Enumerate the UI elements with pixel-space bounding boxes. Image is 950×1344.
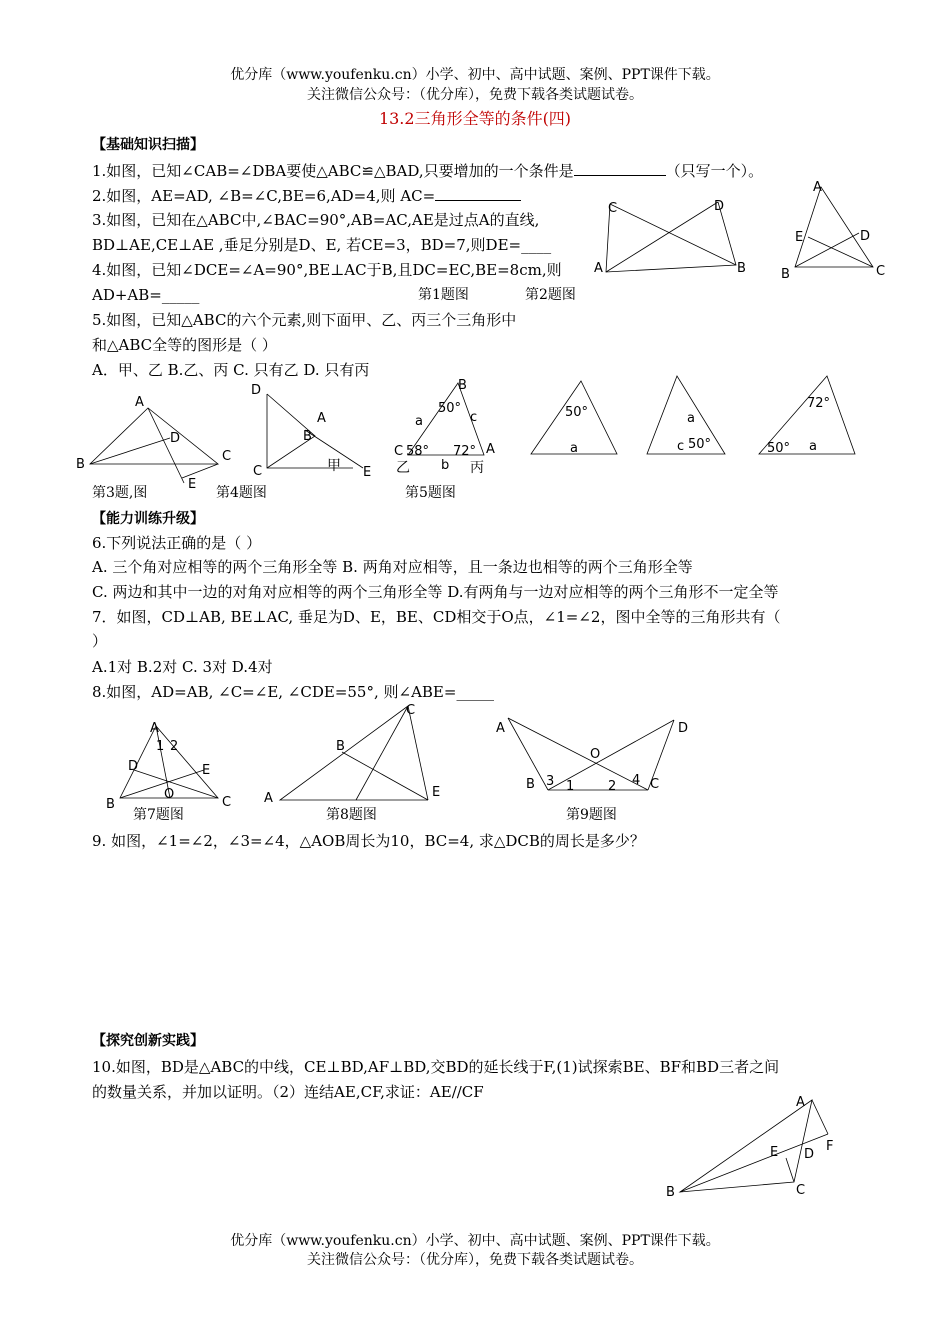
caption-figure-1: 第1题图 bbox=[418, 287, 469, 303]
question-5-line-1: 5.如图，已知△ABC的六个元素,则下面甲、乙、丙三个三角形中 bbox=[92, 311, 517, 329]
footer-line-2: 关注微信公众号：（优分库），免费下载各类试题试卷。 bbox=[307, 1252, 643, 1268]
fig5-label-bing: 丙 bbox=[470, 460, 484, 476]
fig10-label-d: D bbox=[804, 1147, 815, 1162]
candidate-3-angle-50: 50° bbox=[767, 441, 791, 456]
fig2-label-d: D bbox=[860, 229, 871, 244]
answer-blank bbox=[574, 161, 666, 176]
question-3-line-2: BD⊥AE,CE⊥AE ,垂足分别是D、E, 若CE=3，BD=7,则DE=____ bbox=[92, 236, 552, 254]
fig9-label-o: O bbox=[590, 747, 601, 762]
candidate-1-side-a: a bbox=[570, 441, 578, 456]
figure-8 bbox=[258, 700, 448, 810]
fig2-label-c: C bbox=[876, 264, 886, 279]
question-4-line-2: AD+AB=_____ bbox=[92, 286, 200, 304]
question-1-text: 1.如图，已知∠CAB=∠DBA要使△ABC≌△BAD,只要增加的一个条件是 bbox=[92, 162, 574, 180]
figure-10 bbox=[662, 1088, 842, 1203]
fig9-label-b: B bbox=[526, 777, 535, 792]
fig7-label-c: C bbox=[222, 795, 232, 810]
fig9-label-d: D bbox=[678, 721, 689, 736]
caption-figure-9: 第9题图 bbox=[566, 807, 617, 823]
fig10-triangle bbox=[680, 1100, 815, 1192]
fig10-label-c: C bbox=[796, 1183, 806, 1198]
header-line-1: 优分库（www.youfenku.cn）小学、初中、高中试题、案例、PPT课件下载。 bbox=[230, 67, 720, 83]
fig5-side-b: b bbox=[441, 458, 450, 473]
candidate-2-angle-50: 50° bbox=[688, 437, 712, 452]
fig1-label-d: D bbox=[714, 199, 725, 214]
candidate-2-side-a: a bbox=[687, 411, 695, 426]
fig3-label-a: A bbox=[135, 395, 144, 410]
fig1-label-c: C bbox=[608, 201, 618, 216]
fig9-angle-2: 2 bbox=[608, 779, 617, 794]
section-explore: 【探究创新实践】 bbox=[92, 1033, 204, 1049]
fig5-label-b: B bbox=[458, 378, 467, 393]
fig3-line-bd bbox=[90, 438, 170, 464]
caption-figure-8: 第8题图 bbox=[326, 807, 377, 823]
caption-figure-7: 第7题图 bbox=[133, 807, 184, 823]
question-4-line-1: 4.如图，已知∠DCE=∠A=90°,BE⊥AC于B,且DC=EC,BE=8cm,则 bbox=[92, 261, 562, 279]
fig2-triangle bbox=[795, 187, 873, 267]
fig1-diagonal-ad bbox=[606, 202, 718, 272]
fig5-angle-72: 72° bbox=[453, 444, 477, 459]
question-7-line-1: 7．如图，CD⊥AB, BE⊥AC, 垂足为D、E，BE、CD相交于O点，∠1=∠2，图中全等的三角形共有（ bbox=[92, 608, 781, 626]
figure-3 bbox=[72, 390, 242, 490]
fig3-line-ce bbox=[182, 464, 218, 478]
candidate-2-side-c: c bbox=[677, 439, 685, 454]
fig4-label-b: B bbox=[303, 429, 312, 444]
fig3-label-b: B bbox=[76, 457, 85, 472]
fig9-angle-3: 3 bbox=[546, 774, 555, 789]
fig10-line-ce bbox=[786, 1158, 794, 1182]
fig9-angle-1: 1 bbox=[566, 779, 575, 794]
fig3-label-d: D bbox=[170, 431, 181, 446]
fig4-label-jia: 甲 bbox=[327, 458, 341, 474]
figure-5-abc bbox=[388, 375, 508, 480]
question-5-line-2: 和△ABC全等的图形是（ ） bbox=[92, 336, 277, 354]
fig8-label-a: A bbox=[264, 791, 273, 806]
fig8-label-c: C bbox=[406, 703, 416, 718]
figure-5-candidate-2 bbox=[643, 370, 733, 460]
fig10-label-a: A bbox=[796, 1095, 805, 1110]
fig8-line-be bbox=[342, 752, 428, 800]
question-6-options-cd: C. 两边和其中一边的对角对应相等的两个三角形全等 D.有两角与一边对应相等的两个三角形不一定全等 bbox=[92, 583, 779, 601]
question-7-line-2: ） bbox=[92, 632, 108, 650]
figure-7 bbox=[100, 712, 240, 810]
candidate-1-angle-50: 50° bbox=[565, 405, 589, 420]
fig7-label-a: A bbox=[150, 721, 159, 736]
fig7-angle-2: 2 bbox=[170, 739, 179, 754]
fig1-label-b: B bbox=[737, 261, 746, 276]
answer-blank bbox=[435, 186, 521, 201]
caption-figure-2: 第2题图 bbox=[525, 287, 576, 303]
fig7-label-e: E bbox=[202, 763, 211, 778]
question-10-line-1: 10.如图，BD是△ABC的中线，CE⊥BD,AF⊥BD,交BD的延长线于F,(1)试探索BE、BF和BD三者之间 bbox=[92, 1058, 780, 1076]
fig7-label-o: O bbox=[164, 787, 175, 802]
fig7-line-be bbox=[120, 770, 204, 798]
fig9-angle-4: 4 bbox=[632, 773, 641, 788]
figure-9 bbox=[488, 710, 698, 802]
caption-figure-5: 第5题图 bbox=[405, 485, 456, 501]
fig5-side-c: c bbox=[470, 410, 478, 425]
caption-figure-3: 第3题,图 bbox=[92, 485, 148, 501]
fig3-triangle bbox=[90, 408, 218, 464]
fig9-label-c: C bbox=[650, 777, 660, 792]
fig5-label-a: A bbox=[486, 442, 495, 457]
fig8-label-b: B bbox=[336, 739, 345, 754]
figure-2 bbox=[775, 175, 895, 285]
fig10-label-e: E bbox=[770, 1145, 779, 1160]
page-title: 13.2三角形全等的条件(四) bbox=[378, 109, 572, 128]
fig10-label-f: F bbox=[826, 1139, 834, 1154]
fig7-label-b: B bbox=[106, 797, 115, 812]
question-10-line-2: 的数量关系，并加以证明。（2）连结AE,CF,求证：AE//CF bbox=[92, 1083, 484, 1101]
caption-figure-4: 第4题图 bbox=[216, 485, 267, 501]
section-ability: 【能力训练升级】 bbox=[92, 511, 204, 527]
question-2 bbox=[92, 186, 521, 205]
fig2-label-b: B bbox=[781, 267, 790, 282]
question-7-options: A.1对 B.2对 C. 3对 D.4对 bbox=[92, 658, 273, 676]
question-1-tail: （只写一个）。 bbox=[665, 162, 764, 180]
fig3-label-e: E bbox=[188, 477, 197, 492]
fig5-angle-50: 50° bbox=[438, 401, 462, 416]
question-1 bbox=[92, 161, 763, 180]
fig10-line-af bbox=[812, 1100, 828, 1134]
fig3-label-c: C bbox=[222, 449, 232, 464]
fig10-line-bf bbox=[680, 1134, 828, 1192]
fig2-label-a: A bbox=[813, 180, 822, 195]
question-2-text: 2.如图，AE=AD, ∠B=∠C,BE=6,AD=4,则 AC= bbox=[92, 187, 436, 205]
figure-5-candidate-3 bbox=[755, 372, 865, 460]
footer-line-1: 优分库（www.youfenku.cn）小学、初中、高中试题、案例、PPT课件下载。 bbox=[230, 1233, 720, 1249]
question-5-options: A．甲、乙 B.乙、丙 C. 只有乙 D. 只有丙 bbox=[92, 361, 370, 379]
figure-1 bbox=[590, 190, 760, 285]
fig8-line-cd bbox=[356, 706, 408, 800]
fig9-label-a: A bbox=[496, 721, 505, 736]
candidate-3-angle-72: 72° bbox=[807, 396, 831, 411]
figure-5-candidate-1 bbox=[525, 375, 625, 460]
fig10-label-b: B bbox=[666, 1185, 675, 1200]
fig8-line-ce bbox=[408, 706, 428, 800]
fig4-label-c: C bbox=[253, 464, 263, 479]
candidate-3-side-a: a bbox=[809, 439, 817, 454]
fig1-label-a: A bbox=[594, 261, 603, 276]
fig2-label-e: E bbox=[795, 230, 804, 245]
fig5-side-a: a bbox=[415, 414, 423, 429]
fig5-label-c: C bbox=[394, 444, 404, 459]
figure-4 bbox=[245, 380, 385, 485]
fig4-label-d: D bbox=[251, 383, 262, 398]
question-3-line-1: 3.如图，已知在△ABC中,∠BAC=90°,AB=AC,AE是过点A的直线, bbox=[92, 211, 540, 229]
candidate-2-triangle bbox=[647, 376, 725, 454]
question-6: 6.下列说法正确的是（ ） bbox=[92, 534, 262, 552]
question-6-options-ab: A. 三个角对应相等的两个三角形全等 B. 两角对应相等，且一条边也相等的两个三角形全等 bbox=[92, 558, 693, 576]
fig8-lines-c-a-e bbox=[280, 706, 428, 800]
fig7-angle-1: 1 bbox=[156, 739, 165, 754]
fig4-label-a: A bbox=[317, 411, 326, 426]
fig5-label-yi: 乙 bbox=[396, 460, 410, 476]
fig5-angle-58: 58° bbox=[406, 444, 430, 459]
fig7-label-d: D bbox=[128, 759, 139, 774]
question-8: 8.如图，AD=AB, ∠C=∠E, ∠CDE=55°, 则∠ABE=_____ bbox=[92, 683, 494, 701]
fig4-label-e: E bbox=[363, 465, 372, 480]
section-basic: 【基础知识扫描】 bbox=[92, 137, 204, 153]
fig8-label-e: E bbox=[432, 785, 441, 800]
question-9: 9. 如图，∠1=∠2，∠3=∠4，△AOB周长为10，BC=4, 求△DCB的周长是多少？ bbox=[92, 832, 645, 850]
header-line-2: 关注微信公众号：（优分库），免费下载各类试题试卷。 bbox=[307, 87, 643, 103]
